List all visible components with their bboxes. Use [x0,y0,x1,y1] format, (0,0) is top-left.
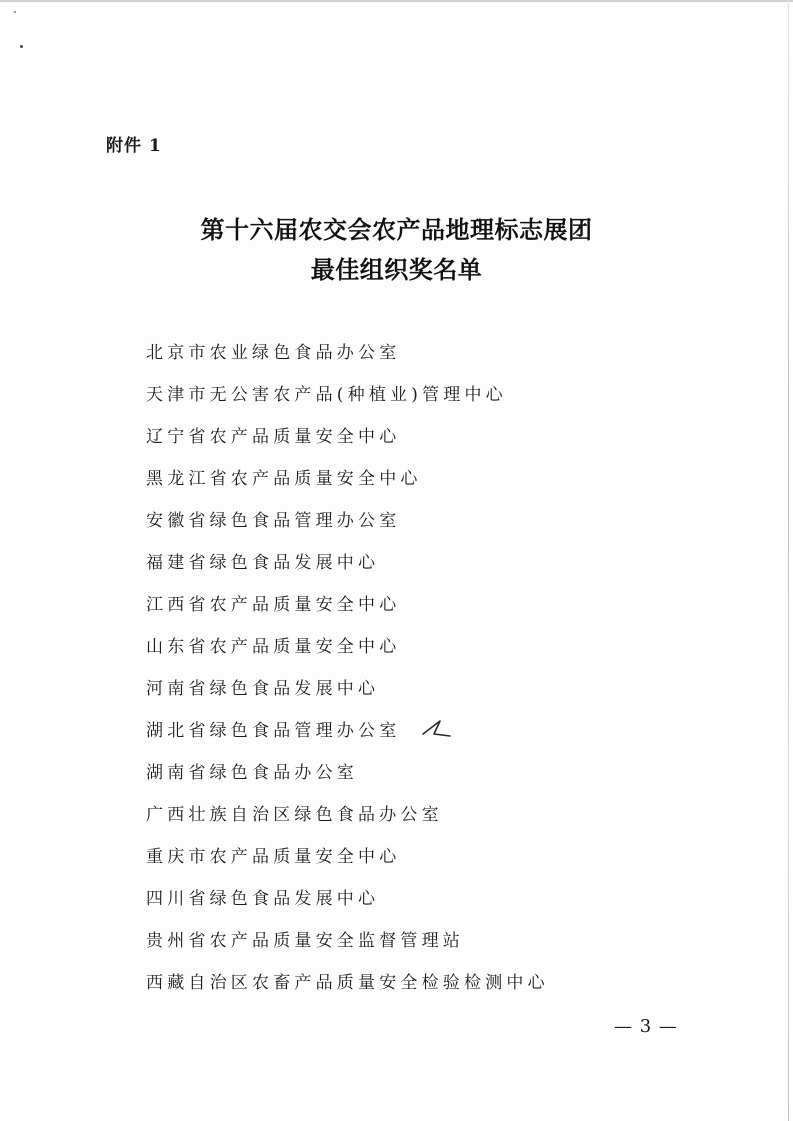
scan-right-edge [788,0,789,1121]
list-item: 山东省农产品质量安全中心 [146,637,401,657]
title-line-1: 第十六届农交会农产品地理标志展团 [200,215,593,244]
list-item: 安徽省绿色食品管理办公室 [146,511,401,531]
list-item: 湖北省绿色食品管理办公室 [146,721,401,741]
list-item: 贵州省农产品质量安全监督管理站 [146,931,464,951]
list-item: 天津市无公害农产品(种植业)管理中心 [146,385,507,405]
scan-speck [20,45,23,48]
document-title [0,210,793,290]
list-item: 黑龙江省农产品质量安全中心 [146,469,422,489]
page-number: — 3 — [614,1016,678,1037]
list-item: 广西壮族自治区绿色食品办公室 [146,805,443,825]
list-item: 重庆市农产品质量安全中心 [146,847,401,867]
list-item: 江西省农产品质量安全中心 [146,595,401,615]
list-item: 西藏自治区农畜产品质量安全检验检测中心 [146,973,549,993]
scan-top-edge [0,0,793,2]
award-list [146,332,549,1004]
list-item: 辽宁省农产品质量安全中心 [146,427,401,447]
list-item: 河南省绿色食品发展中心 [146,679,380,699]
list-item: 福建省绿色食品发展中心 [146,553,380,573]
list-item: 北京市农业绿色食品办公室 [146,343,401,363]
list-item: 四川省绿色食品发展中心 [146,889,380,909]
handwritten-check-mark-icon [421,717,451,739]
attachment-label: 附件 1 [106,136,162,156]
scan-speck [14,11,16,13]
list-item: 湖南省绿色食品办公室 [146,763,358,783]
title-line-2: 最佳组织奖名单 [310,255,483,284]
